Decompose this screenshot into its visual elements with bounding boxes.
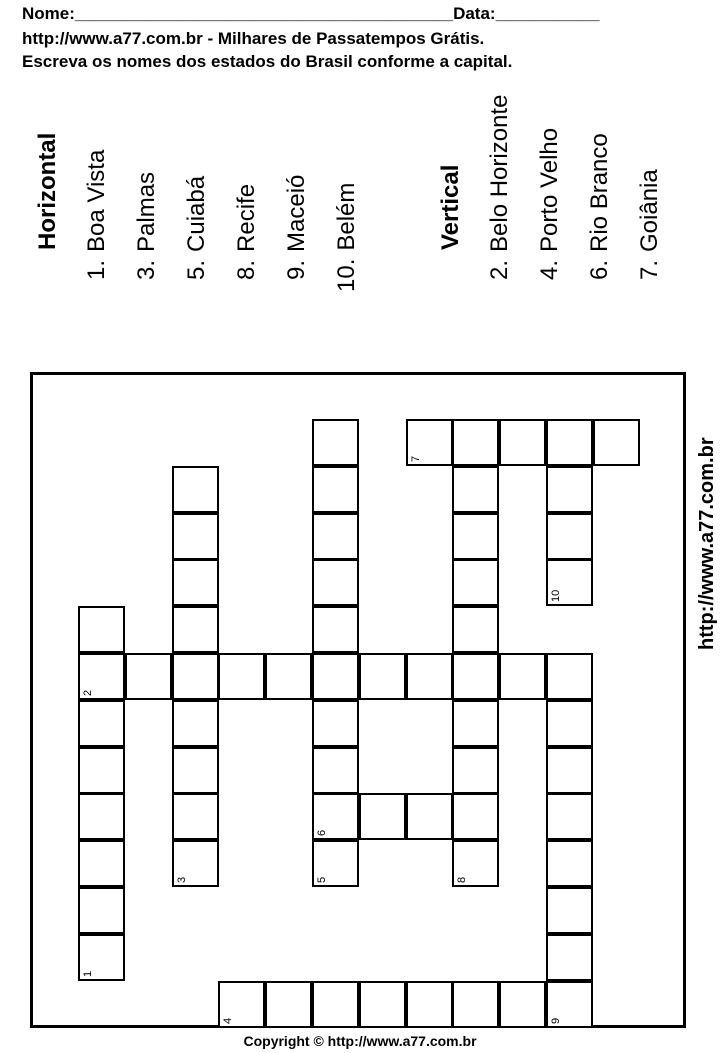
clue-v-4	[536, 128, 564, 280]
site-line: http://www.a77.com.br - Milhares de Passatempos Grátis.	[22, 29, 485, 48]
grid-cell[interactable]	[312, 606, 359, 653]
grid-cell[interactable]	[312, 513, 359, 560]
grid-cell[interactable]	[78, 934, 125, 981]
clue-number: 4.	[536, 259, 563, 280]
grid-cell[interactable]	[78, 606, 125, 653]
grid-cell[interactable]	[78, 840, 125, 887]
grid-cell[interactable]	[265, 653, 312, 700]
grid-cell[interactable]	[452, 793, 499, 840]
cell-number: 2	[82, 689, 94, 696]
instructions: Escreva os nomes dos estados do Brasil conforme a capital.	[22, 52, 513, 71]
grid-cell[interactable]	[172, 513, 219, 560]
grid-cell[interactable]	[546, 419, 593, 466]
clue-word: Cuiabá	[183, 175, 210, 252]
cell-number: 8	[456, 876, 468, 883]
cell-number: 9	[550, 1017, 562, 1024]
clue-number: 3.	[133, 259, 160, 280]
grid-cell[interactable]	[406, 981, 453, 1028]
clue-v-2	[486, 95, 514, 280]
grid-cell[interactable]	[312, 559, 359, 606]
grid-cell[interactable]	[452, 981, 499, 1028]
grid-cell[interactable]	[78, 700, 125, 747]
grid-cell[interactable]	[172, 653, 219, 700]
clue-word: Belém	[333, 182, 360, 251]
grid-cell[interactable]	[452, 559, 499, 606]
grid-cell[interactable]	[172, 793, 219, 840]
grid-cell[interactable]	[452, 419, 499, 466]
grid-cell[interactable]	[172, 747, 219, 794]
grid-cell[interactable]	[499, 419, 546, 466]
grid-cell[interactable]	[499, 653, 546, 700]
grid-cell[interactable]	[452, 747, 499, 794]
grid-cell[interactable]	[406, 653, 453, 700]
grid-cell[interactable]	[359, 653, 406, 700]
copyright: Copyright © http://www.a77.com.br	[243, 1033, 477, 1049]
cell-number: 4	[222, 1017, 234, 1024]
grid-cell[interactable]	[546, 840, 593, 887]
grid-cell[interactable]	[546, 887, 593, 934]
vertical-heading: Vertical	[437, 164, 464, 250]
grid-cell[interactable]	[312, 700, 359, 747]
grid-cell[interactable]	[125, 653, 172, 700]
clue-number: 2.	[486, 259, 513, 280]
clue-number: 9.	[283, 259, 310, 280]
clue-word: Rio Branco	[586, 133, 613, 252]
clue-word: Palmas	[133, 171, 160, 252]
horizontal-heading: Horizontal	[34, 132, 61, 250]
clue-v-7	[636, 169, 664, 280]
grid-cell[interactable]	[172, 559, 219, 606]
clue-h-8	[233, 184, 261, 280]
grid-cell[interactable]	[78, 653, 125, 700]
grid-cell[interactable]	[312, 793, 359, 840]
grid-cell[interactable]	[452, 840, 499, 887]
cell-number: 5	[316, 876, 328, 883]
grid-cell[interactable]	[359, 793, 406, 840]
grid-cell[interactable]	[406, 419, 453, 466]
grid-cell[interactable]	[172, 700, 219, 747]
clue-number: 5.	[183, 259, 210, 280]
name-date-line: Nome:________________________________________Data:___________	[22, 4, 600, 23]
grid-cell[interactable]	[172, 606, 219, 653]
clue-number: 1.	[83, 259, 110, 280]
cell-number: 3	[176, 876, 188, 883]
grid-cell[interactable]	[452, 700, 499, 747]
grid-cell[interactable]	[312, 466, 359, 513]
cell-number: 1	[82, 970, 94, 977]
grid-cell[interactable]	[359, 981, 406, 1028]
grid-cell[interactable]	[452, 466, 499, 513]
grid-cell[interactable]	[546, 653, 593, 700]
cell-number: 7	[410, 455, 422, 462]
cell-number: 6	[316, 829, 328, 836]
clue-h-1	[83, 150, 111, 280]
grid-cell[interactable]	[546, 513, 593, 560]
grid-cell[interactable]	[406, 793, 453, 840]
grid-cell[interactable]	[452, 653, 499, 700]
grid-cell[interactable]	[546, 981, 593, 1028]
grid-cell[interactable]	[499, 981, 546, 1028]
cell-number: 10	[550, 589, 562, 602]
clue-number: 7.	[636, 259, 663, 280]
grid-cell[interactable]	[218, 653, 265, 700]
grid-cell[interactable]	[593, 419, 640, 466]
clue-number: 10.	[333, 258, 360, 292]
grid-cell[interactable]	[172, 840, 219, 887]
grid-cell[interactable]	[78, 747, 125, 794]
grid-cell[interactable]	[78, 887, 125, 934]
clue-word: Maceió	[283, 174, 310, 252]
clue-word: Recife	[233, 183, 260, 252]
grid-cell[interactable]	[78, 793, 125, 840]
grid-cell[interactable]	[546, 934, 593, 981]
grid-cell[interactable]	[265, 981, 312, 1028]
grid-cell[interactable]	[546, 700, 593, 747]
grid-cell[interactable]	[312, 981, 359, 1028]
clue-word: Porto Velho	[536, 127, 563, 252]
clue-word: Goiânia	[636, 169, 663, 252]
grid-cell[interactable]	[546, 793, 593, 840]
grid-cell[interactable]	[218, 981, 265, 1028]
grid-cell[interactable]	[546, 466, 593, 513]
clue-h-5	[183, 176, 211, 280]
grid-cell[interactable]	[452, 513, 499, 560]
clue-h-9	[283, 175, 311, 280]
clue-word: Belo Horizonte	[486, 94, 513, 252]
clue-number: 6.	[586, 259, 613, 280]
grid-cell[interactable]	[312, 653, 359, 700]
clue-v-6	[586, 133, 614, 280]
clue-h-10	[333, 183, 361, 292]
grid-cell[interactable]	[452, 606, 499, 653]
clue-word: Boa Vista	[83, 149, 110, 252]
side-url: http://www.a77.com.br	[696, 437, 718, 650]
grid-cell[interactable]	[546, 747, 593, 794]
grid-cell[interactable]	[546, 559, 593, 606]
grid-cell[interactable]	[312, 419, 359, 466]
clue-number: 8.	[233, 259, 260, 280]
grid-cell[interactable]	[172, 466, 219, 513]
grid-cell[interactable]	[312, 840, 359, 887]
grid-cell[interactable]	[312, 747, 359, 794]
clue-h-3	[133, 172, 161, 280]
